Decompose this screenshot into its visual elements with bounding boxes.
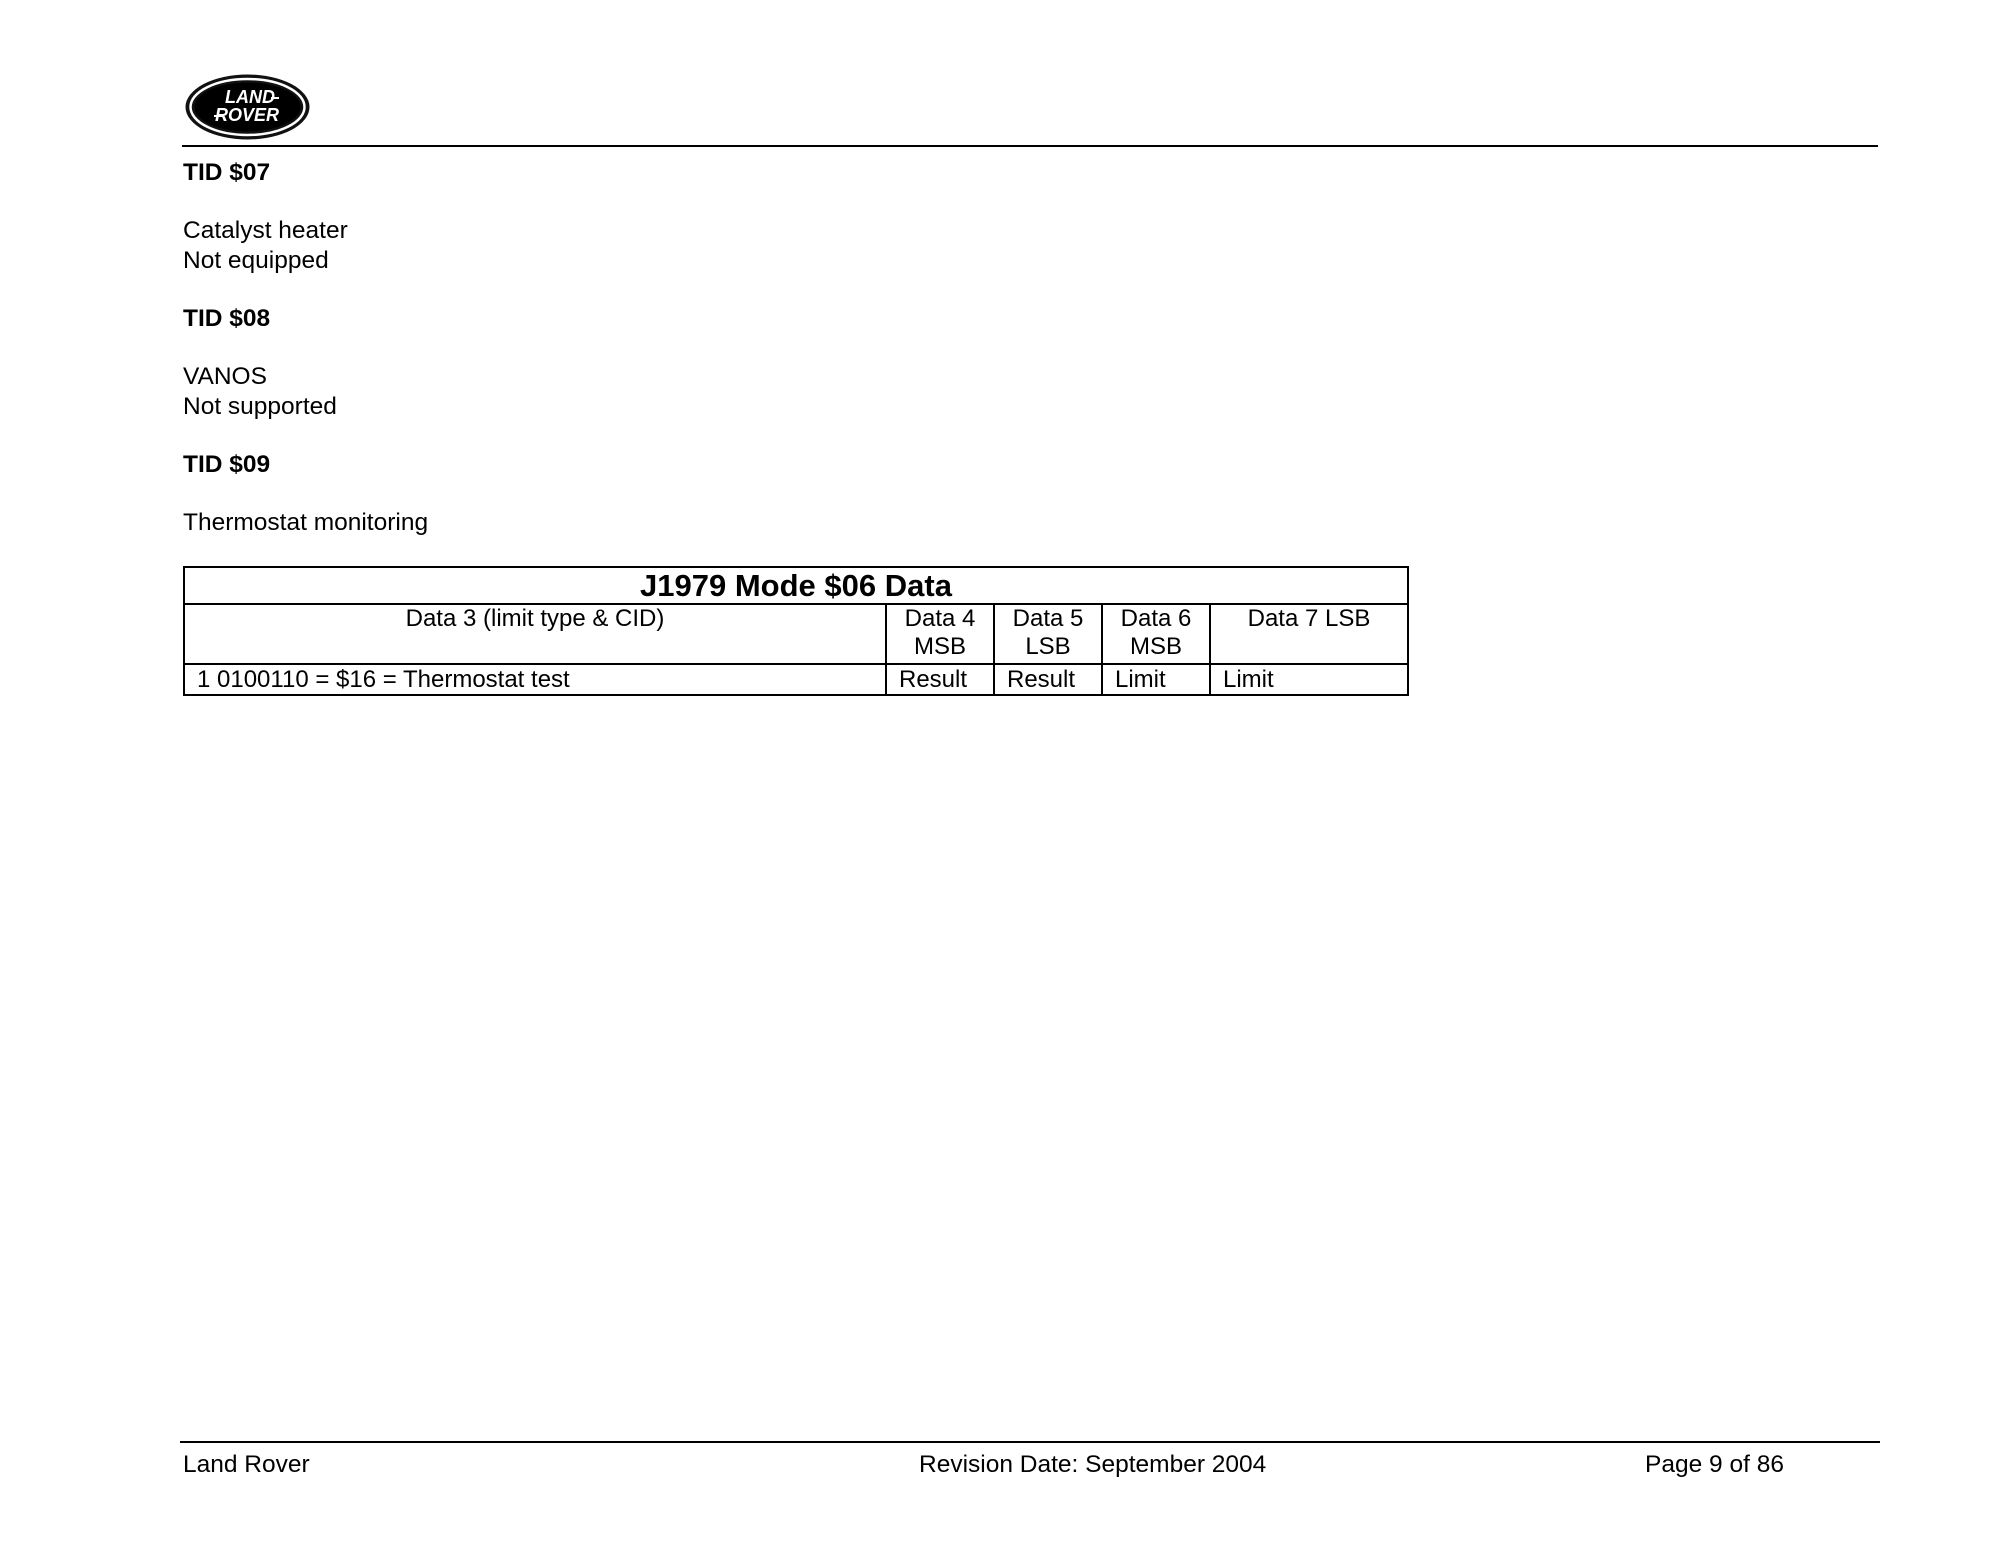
table-row [184, 664, 1408, 695]
footer-rule [180, 1441, 1880, 1443]
section-line: Catalyst heater [183, 217, 348, 244]
section-heading-tid-07: TID $07 [183, 159, 271, 186]
logo-text-line-1: LAND [225, 87, 275, 107]
table-cell: Limit [1102, 664, 1210, 695]
section-line: Not equipped [183, 247, 329, 274]
footer-company: Land Rover [183, 1451, 310, 1478]
section-line: Not supported [183, 393, 337, 420]
footer-revision-date: Revision Date: September 2004 [919, 1451, 1267, 1478]
table-caption-row [184, 567, 1408, 604]
logo-text-line-2: ROVER [214, 105, 280, 125]
section-heading-tid-08: TID $08 [183, 305, 271, 332]
column-header [994, 604, 1102, 664]
column-header-text: MSB [913, 633, 966, 660]
column-header [886, 604, 994, 664]
column-header [184, 604, 886, 664]
column-header-text: Data 7 LSB [1247, 605, 1371, 632]
table-cell: Limit [1210, 664, 1408, 695]
table-cell: Result [994, 664, 1102, 695]
column-header [1210, 604, 1408, 664]
land-rover-logo [184, 73, 311, 141]
column-header-text: Data 5 [1012, 605, 1084, 632]
section-line: Thermostat monitoring [183, 509, 429, 536]
land-rover-logo-icon [184, 73, 311, 141]
section-line: VANOS [183, 363, 267, 390]
column-header-text: Data 6 [1120, 605, 1192, 632]
header-rule [182, 145, 1878, 147]
column-header-text: MSB [1129, 633, 1182, 660]
column-header-text: Data 4 [904, 605, 976, 632]
table-cell: Result [886, 664, 994, 695]
table-caption: J1979 Mode $06 Data [184, 567, 1408, 604]
section-heading-tid-09: TID $09 [183, 451, 271, 478]
mode-06-data-table [183, 566, 1409, 696]
column-header [1102, 604, 1210, 664]
footer-page-number: Page 9 of 86 [1645, 1451, 1784, 1478]
table-cell: 1 0100110 = $16 = Thermostat test [184, 664, 886, 695]
column-header-text: Data 3 (limit type & CID) [405, 605, 665, 632]
column-header-text: LSB [1025, 633, 1071, 660]
table-header-row [184, 604, 1408, 664]
